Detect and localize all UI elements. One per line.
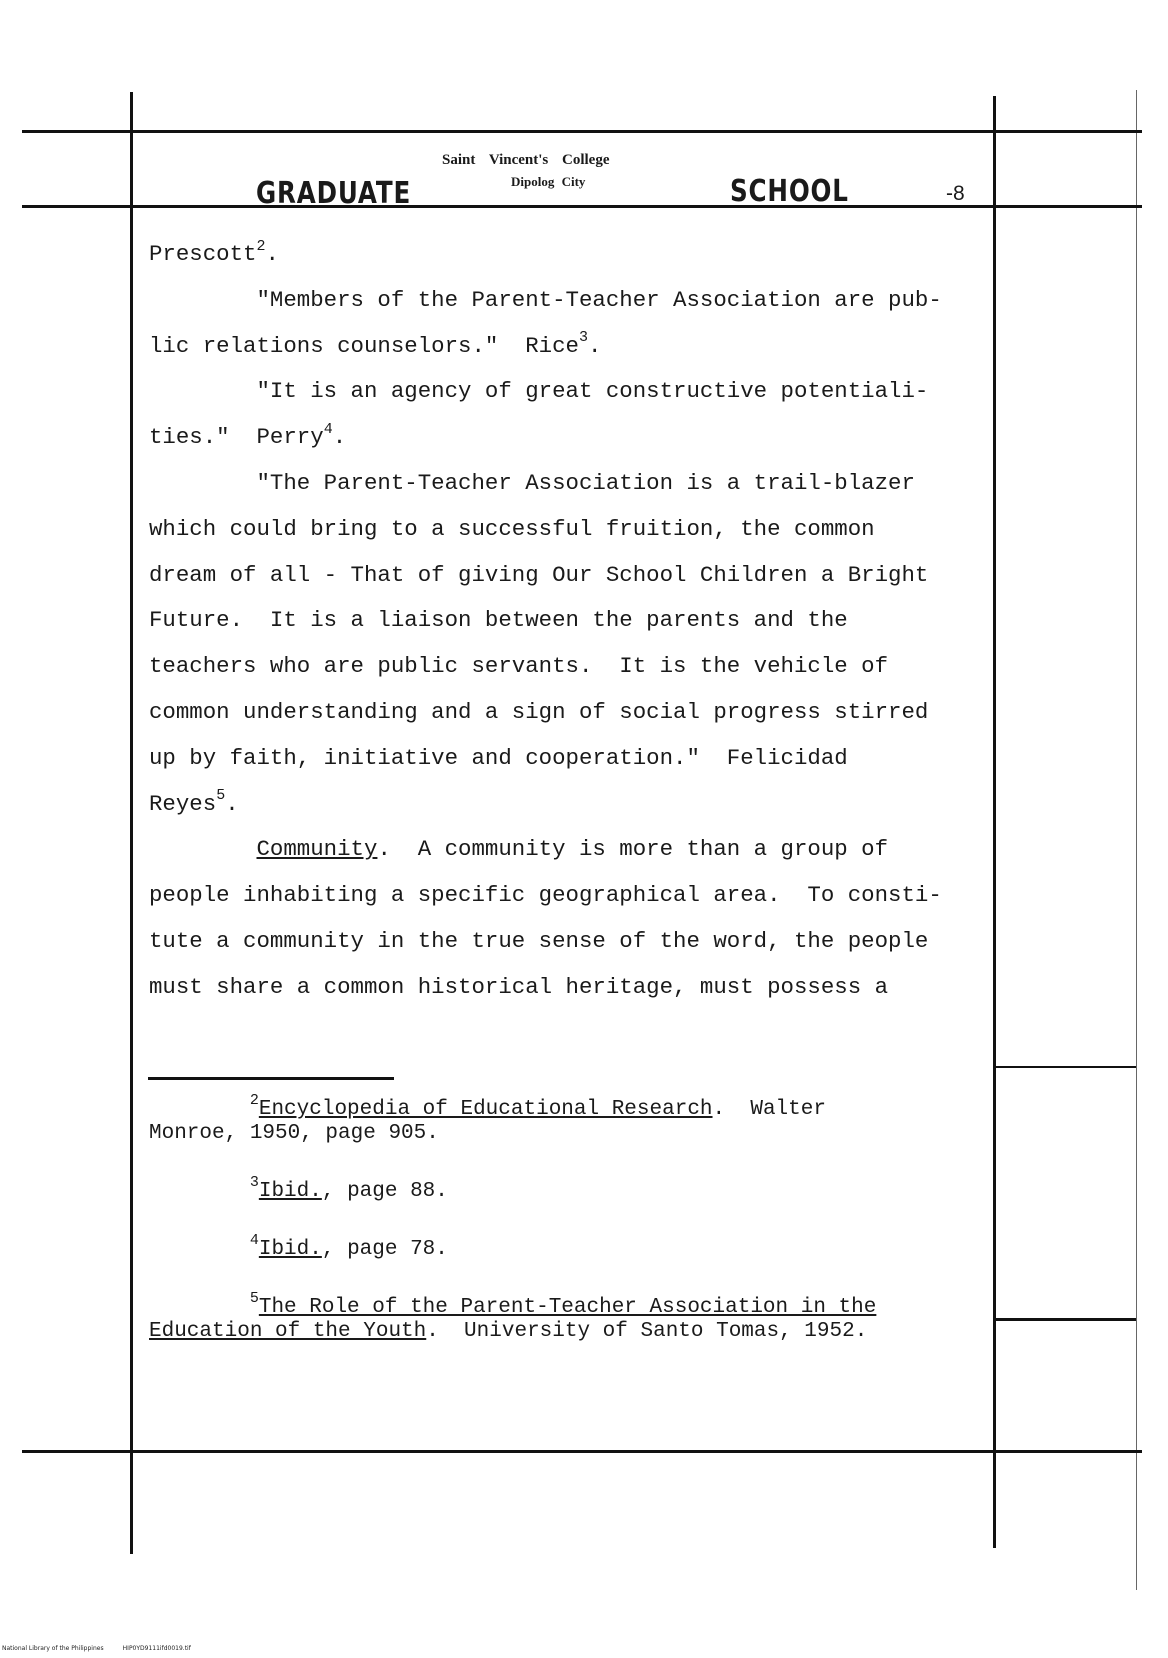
- page-number: -8: [946, 182, 965, 205]
- text-line: "The Parent-Teacher Association is a trail-blazer: [149, 469, 915, 496]
- term-community: Community: [256, 836, 378, 863]
- text-line: Reyes$^5$.: [149, 787, 239, 817]
- page-header: [136, 140, 992, 210]
- header-college-name: Saint Vincent's College: [442, 152, 610, 168]
- text-line: lic relations counselors." Rice$^3$.: [149, 329, 602, 359]
- top-horizontal-rule: [22, 130, 1142, 133]
- text-line: must share a common historical heritage, must possess a: [149, 973, 889, 1000]
- header-school: SCHOOL: [730, 174, 849, 209]
- footnote-separator: [148, 1077, 394, 1080]
- footnote-5: $^5$The Role of the Parent-Teacher Association in the Education of the Youth. University of Santo Tomas, 1952.: [149, 1290, 877, 1343]
- footnote-ref: 3: [578, 329, 588, 347]
- header-city: Dipolog City: [511, 174, 586, 189]
- text-line: tute a community in the true sense of the word, the people: [149, 927, 929, 954]
- left-margin-rule: [130, 92, 133, 1554]
- text-line: Community. A community is more than a group of: [256, 836, 889, 863]
- bottom-horizontal-rule: [22, 1450, 1142, 1453]
- text-line: common understanding and a sign of social progress stirred: [149, 698, 929, 725]
- footnotes: [149, 1092, 989, 1378]
- footnote-3: $^3$Ibid., page 88.: [249, 1174, 448, 1203]
- text-line: "It is an agency of great constructive potentiali-: [149, 378, 929, 405]
- text-line: Prescott$^2$.: [149, 237, 279, 267]
- body-text: [149, 232, 989, 1011]
- text-line: "Members of the Parent-Teacher Association are pub-: [149, 286, 942, 313]
- text-line: teachers who are public servants. It is the vehicle of: [149, 653, 889, 680]
- text-line: ties." Perry$^4$.: [149, 420, 347, 451]
- scan-credit: National Library of the Philippines HIP0YD9111ifd0019.tif: [2, 1645, 191, 1652]
- text-line: Future. It is a liaison between the parents and the: [149, 607, 848, 634]
- footnote-2: $^2$Encyclopedia of Educational Research. Walter Monroe, 1950, page 905.: [149, 1092, 826, 1145]
- right-short-rule-upper: [996, 1066, 1136, 1068]
- text-line: people inhabiting a specific geographical area. To consti-: [149, 882, 942, 909]
- footnote-ref: 4: [323, 420, 333, 438]
- text-line: dream of all - That of giving Our School Children a Bright: [149, 561, 929, 588]
- footnote-ref: 5: [216, 787, 226, 805]
- right-short-rule-lower: [996, 1318, 1136, 1321]
- right-margin-rule: [993, 96, 996, 1548]
- footnote-4: $^4$Ibid., page 78.: [249, 1232, 448, 1261]
- far-right-rule: [1136, 90, 1137, 1590]
- text-line: up by faith, initiative and cooperation." Felicidad: [149, 744, 848, 771]
- header-graduate: GRADUATE: [256, 176, 412, 211]
- text-line: which could bring to a successful fruition, the common: [149, 515, 875, 542]
- footnote-ref: 2: [256, 237, 266, 255]
